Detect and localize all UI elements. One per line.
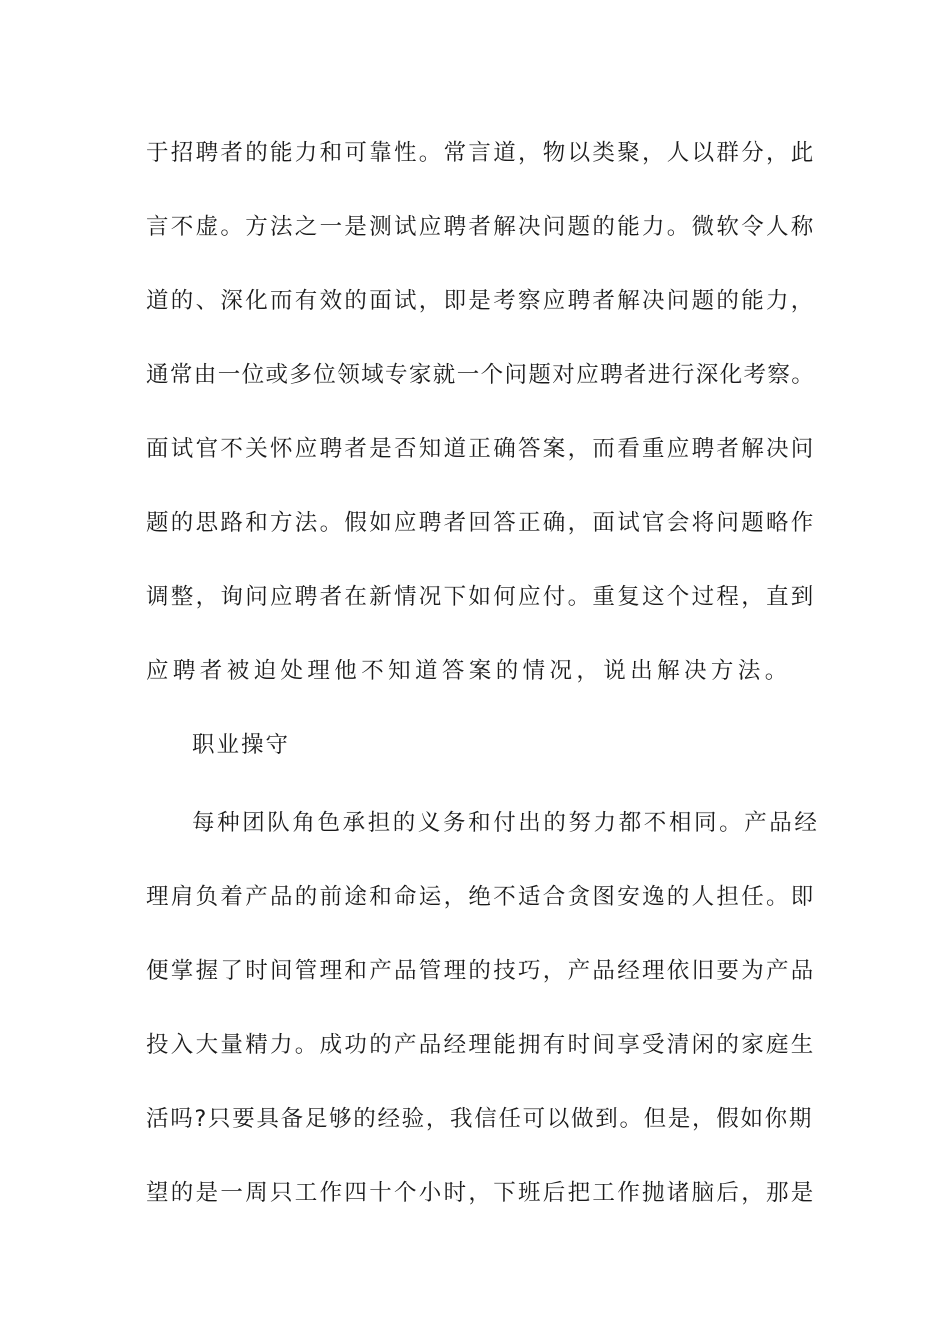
- paragraph1-line-8: 应聘者被迫处理他不知道答案的情况，说出解决方法。: [146, 658, 792, 684]
- section-heading: 职业操守: [192, 732, 291, 758]
- paragraph2-line-4: 投入大量精力。成功的产品经理能拥有时间享受清闲的家庭生: [146, 1032, 816, 1058]
- paragraph1-line-5: 面试官不关怀应聘者是否知道正确答案，而看重应聘者解决问: [146, 436, 816, 462]
- paragraph2-line-2: 理肩负着产品的前途和命运，绝不适合贪图安逸的人担任。即: [146, 884, 816, 910]
- paragraph1-line-3: 道的、深化而有效的面试，即是考察应聘者解决问题的能力，: [146, 288, 816, 314]
- paragraph1-line-7: 调整，询问应聘者在新情况下如何应付。重复这个过程，直到: [146, 584, 816, 610]
- paragraph2-line-6: 望的是一周只工作四十个小时，下班后把工作抛诸脑后，那是: [146, 1180, 816, 1206]
- paragraph2-line-1: 每种团队角色承担的义务和付出的努力都不相同。产品经: [192, 810, 820, 836]
- paragraph1-line-4: 通常由一位或多位领域专家就一个问题对应聘者进行深化考察。: [146, 362, 816, 388]
- paragraph1-line-2: 言不虚。方法之一是测试应聘者解决问题的能力。微软令人称: [146, 214, 816, 240]
- paragraph2-line-3: 便掌握了时间管理和产品管理的技巧，产品经理依旧要为产品: [146, 958, 816, 984]
- paragraph2-line-5: 活吗?只要具备足够的经验，我信任可以做到。但是，假如你期: [146, 1106, 814, 1132]
- paragraph1-line-1: 于招聘者的能力和可靠性。常言道，物以类聚，人以群分，此: [146, 140, 816, 166]
- paragraph1-line-6: 题的思路和方法。假如应聘者回答正确，面试官会将问题略作: [146, 510, 816, 536]
